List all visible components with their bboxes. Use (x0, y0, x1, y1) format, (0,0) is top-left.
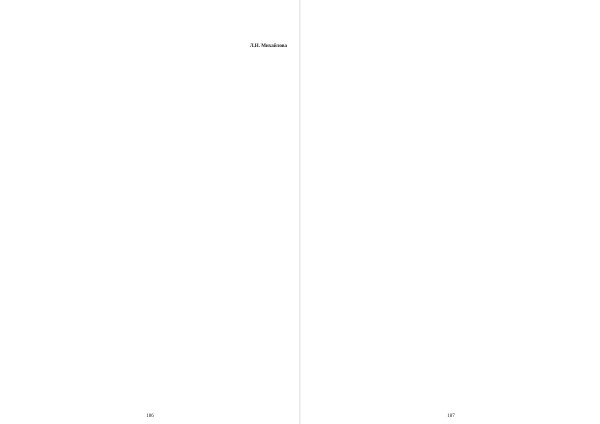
right-page-number: 187 (447, 414, 455, 419)
right-page (301, 0, 600, 424)
left-page-number: 186 (146, 414, 154, 419)
author-name: Л.Н. Михайлова (249, 44, 287, 49)
left-page (0, 0, 299, 424)
